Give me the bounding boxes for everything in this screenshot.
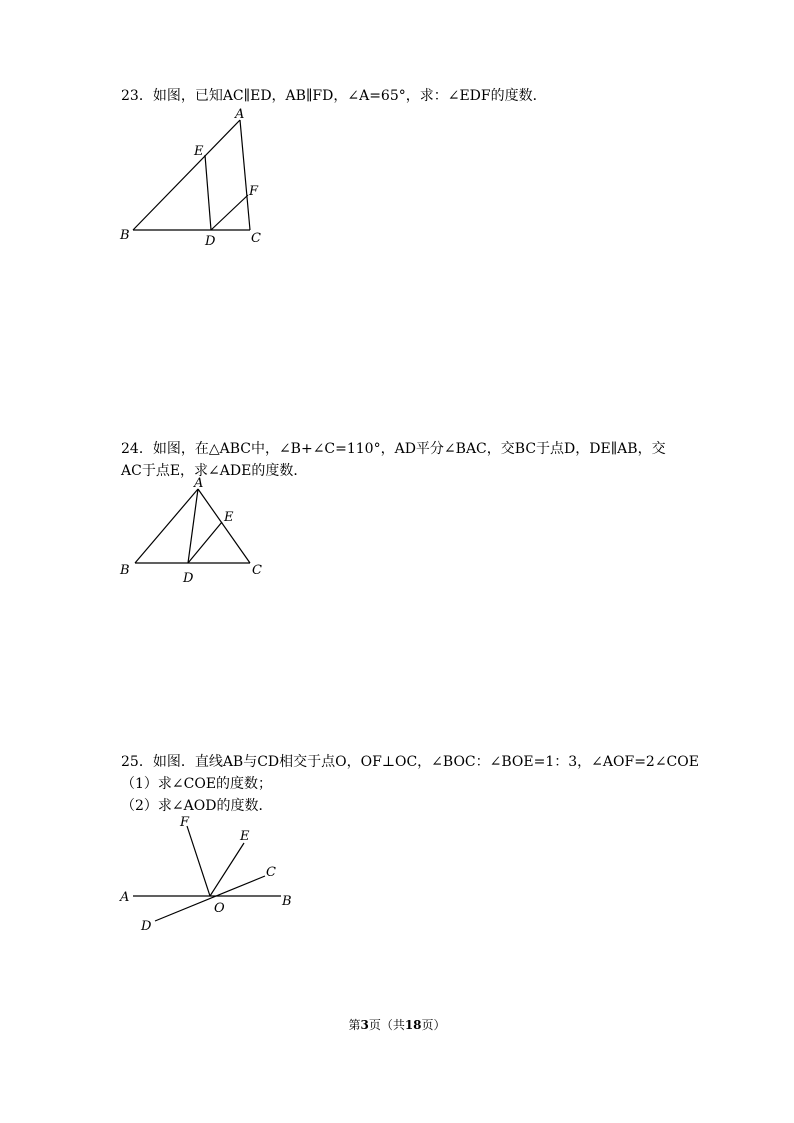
ray-OE: [210, 843, 244, 896]
footer-total-pages: 18: [404, 1018, 422, 1032]
label-E: E: [224, 510, 234, 525]
label-D: D: [141, 919, 152, 934]
question-24-line-1: 24．如图，在△ABC中，∠B+∠C=110°，AD平分∠BAC，交BC于点D，DE∥AB，交: [121, 441, 666, 457]
label-F: F: [249, 184, 259, 199]
label-A: A: [120, 890, 130, 905]
question-25-line-1: 25．如图．直线AB与CD相交于点O，OF⊥OC，∠BOC：∠BOE=1：3，∠AOF=2∠COE: [121, 754, 699, 770]
label-E: E: [194, 144, 204, 159]
ray-OF: [187, 826, 210, 896]
label-C: C: [266, 865, 276, 880]
label-D: D: [183, 571, 194, 586]
label-F: F: [180, 815, 190, 830]
label-C: C: [252, 563, 262, 578]
question-23-text: 23．如图，已知AC∥ED，AB∥FD，∠A=65°，求：∠EDF的度数．: [121, 88, 547, 104]
question-24-line-2: AC于点E，求∠ADE的度数．: [121, 463, 308, 479]
label-D: D: [205, 234, 216, 249]
label-E: E: [240, 829, 250, 844]
label-B: B: [120, 563, 130, 578]
question-25-part-1: （1）求∠COE的度数；: [121, 776, 273, 792]
label-B: B: [282, 894, 292, 909]
page-footer: [0, 1016, 794, 1033]
line-DC: [155, 876, 265, 921]
question-25-part-2: （2）求∠AOD的度数．: [121, 798, 273, 814]
label-B: B: [120, 228, 130, 243]
label-A: A: [194, 476, 204, 491]
footer-page-number: 3: [360, 1018, 369, 1032]
footer-mid: 页（共: [368, 1018, 405, 1032]
label-A: A: [235, 107, 245, 122]
footer-suffix: 页）: [421, 1018, 446, 1032]
label-C: C: [251, 231, 261, 246]
label-O: O: [214, 901, 225, 916]
footer-prefix: 第: [348, 1018, 361, 1032]
